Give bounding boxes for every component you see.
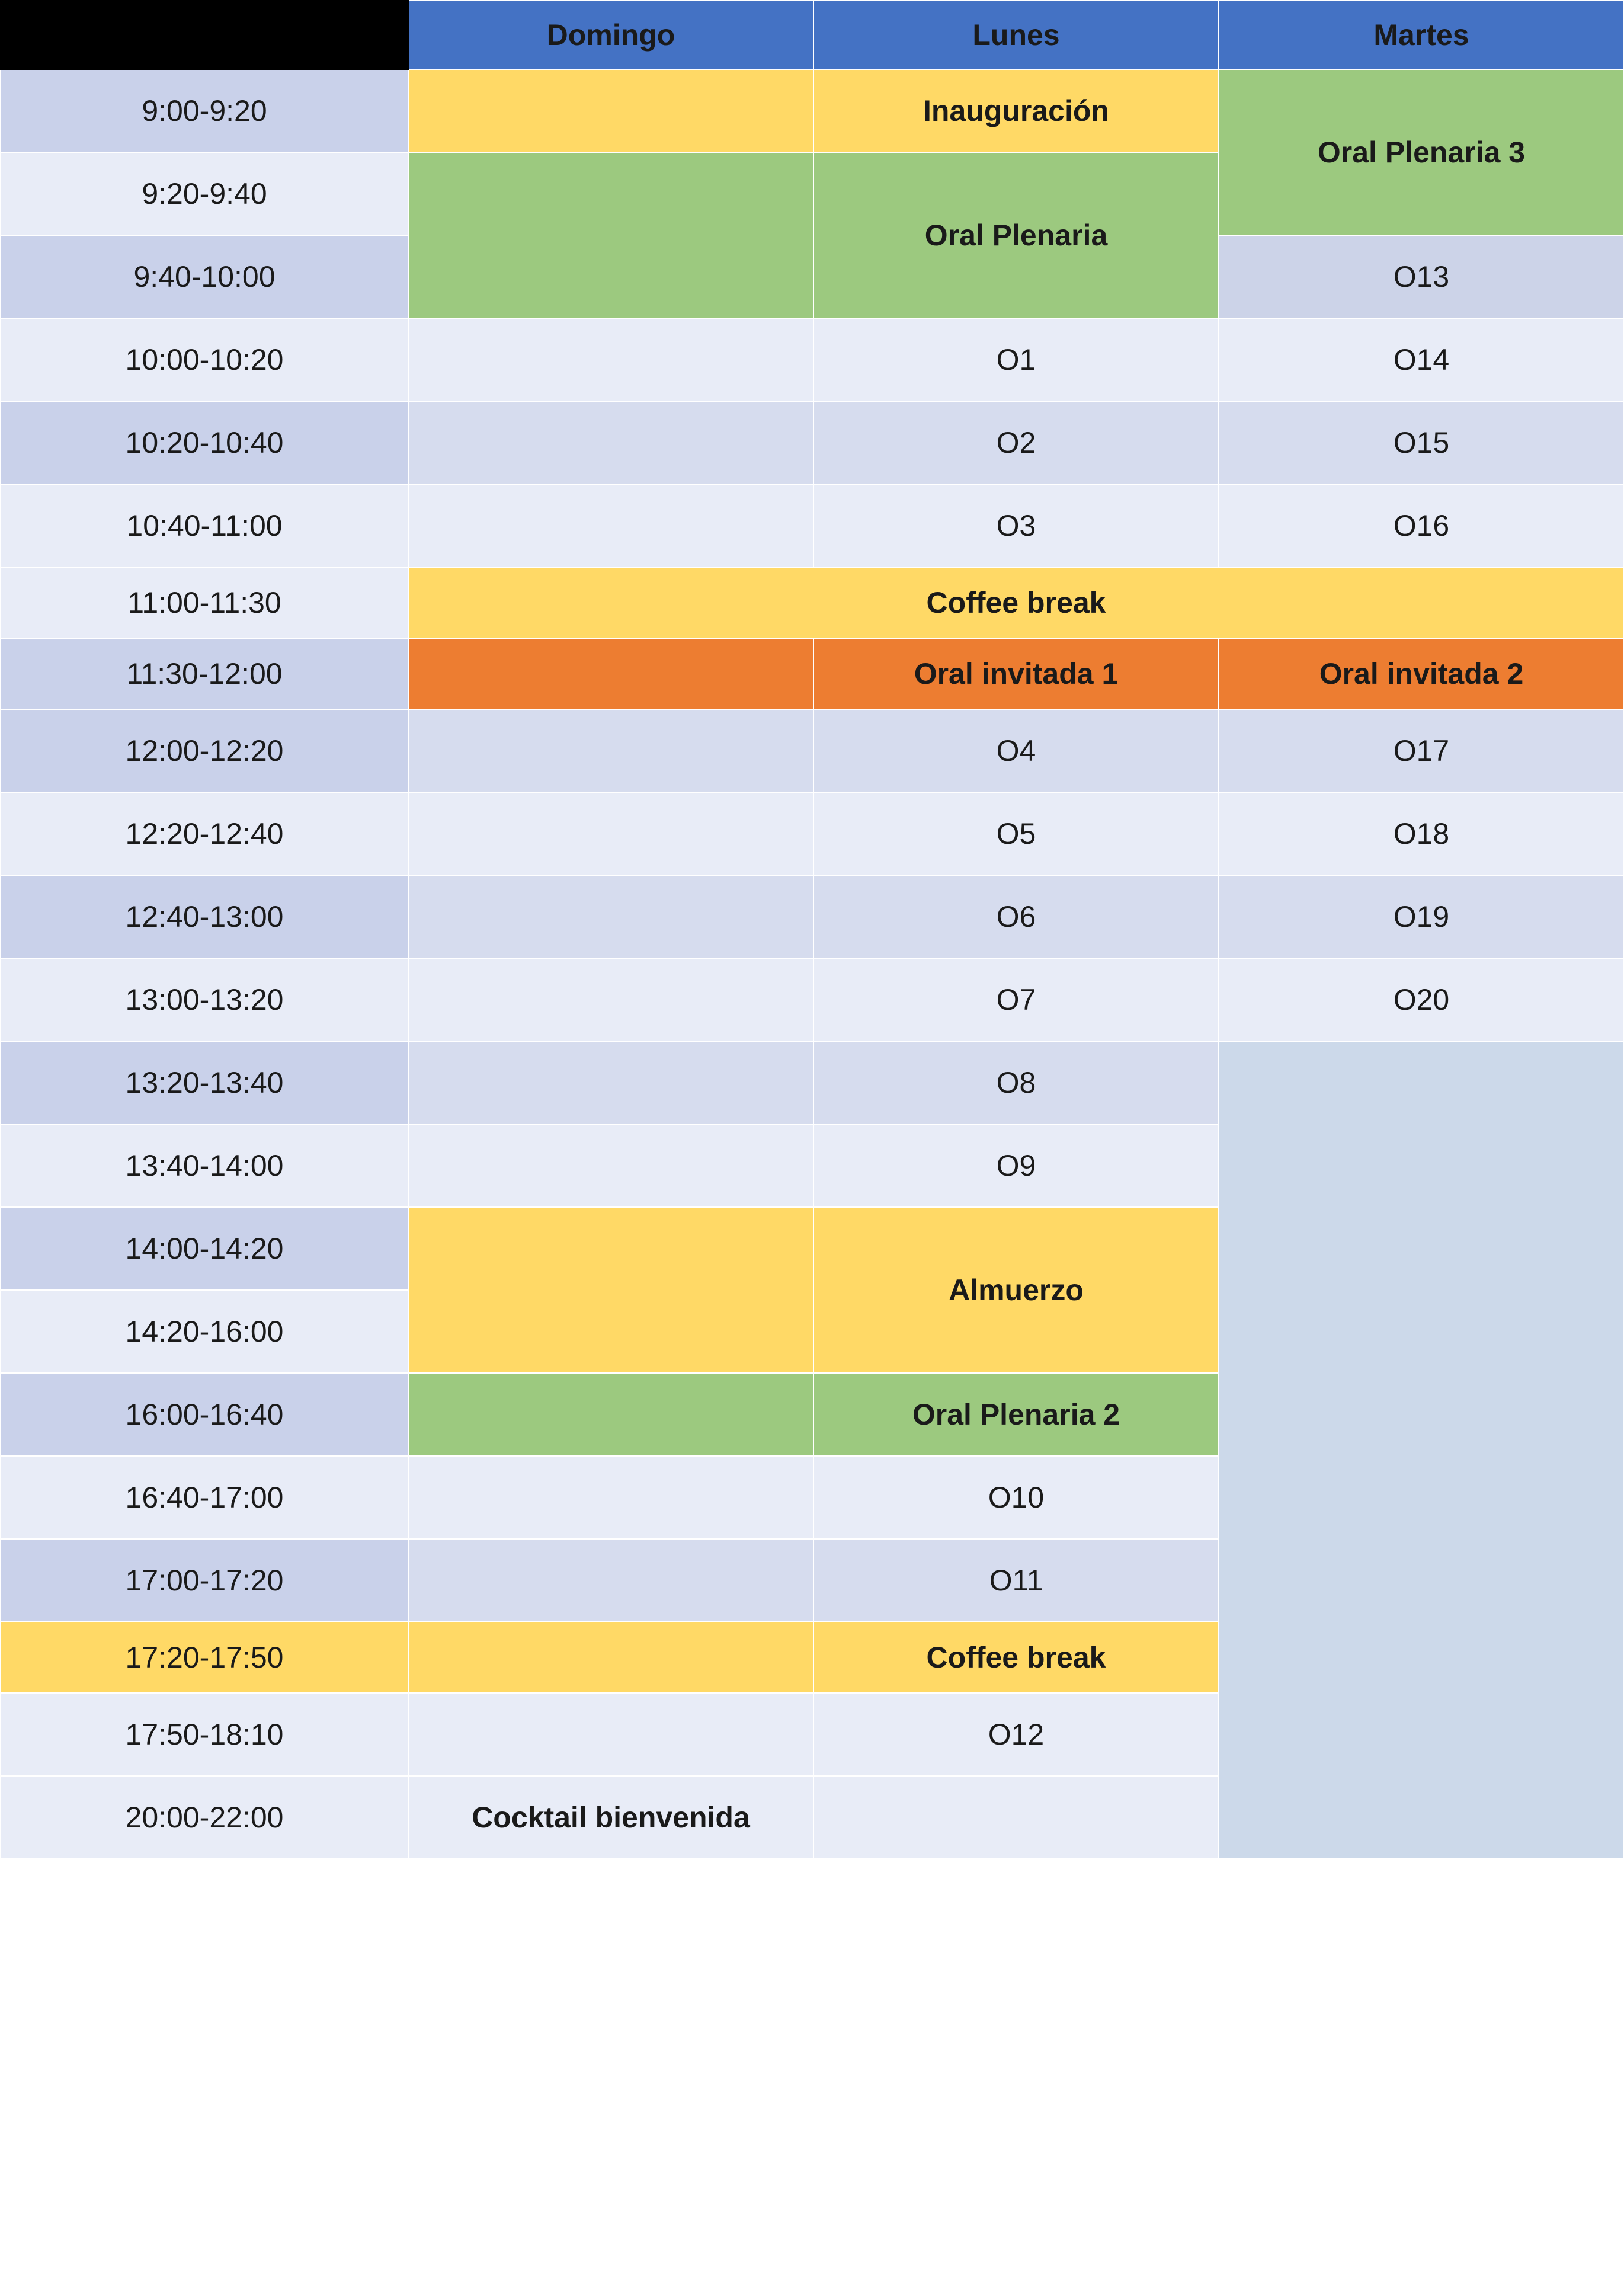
time-label: 9:20-9:40 xyxy=(1,152,408,235)
cell-martes-empty-block xyxy=(1219,1041,1624,1859)
cell-martes-oral-plenaria-3: Oral Plenaria 3 xyxy=(1219,69,1624,235)
cell-domingo-cocktail: Cocktail bienvenida xyxy=(408,1776,813,1859)
time-label: 9:00-9:20 xyxy=(1,69,408,152)
cell-lunes-o5: O5 xyxy=(813,792,1219,875)
table-row xyxy=(1,401,1624,484)
cell-domingo-almuerzo-block xyxy=(408,1207,813,1373)
cell-domingo-orange-block xyxy=(408,638,813,709)
cell-lunes-o12: O12 xyxy=(813,1693,1219,1776)
cell-lunes-inauguracion: Inauguración xyxy=(813,69,1219,152)
cell-coffee-break-1: Coffee break xyxy=(408,567,1624,638)
cell-domingo-empty xyxy=(408,1693,813,1776)
cell-domingo-empty xyxy=(408,709,813,792)
cell-martes-o17: O17 xyxy=(1219,709,1624,792)
cell-lunes-o6: O6 xyxy=(813,875,1219,958)
cell-lunes-o3: O3 xyxy=(813,484,1219,567)
time-label: 16:40-17:00 xyxy=(1,1456,408,1539)
cell-lunes-o8: O8 xyxy=(813,1041,1219,1124)
time-label: 14:20-16:00 xyxy=(1,1290,408,1373)
cell-domingo-green-block xyxy=(408,152,813,318)
cell-domingo-empty xyxy=(408,1124,813,1207)
cell-lunes-o11: O11 xyxy=(813,1539,1219,1622)
time-label: 17:50-18:10 xyxy=(1,1693,408,1776)
cell-domingo-empty xyxy=(408,792,813,875)
cell-domingo-empty xyxy=(408,1041,813,1124)
table-header xyxy=(1,1,1624,69)
cell-martes-oral-invitada-2: Oral invitada 2 xyxy=(1219,638,1624,709)
cell-martes-o16: O16 xyxy=(1219,484,1624,567)
cell-domingo-empty xyxy=(408,1456,813,1539)
time-label: 10:40-11:00 xyxy=(1,484,408,567)
cell-martes-o15: O15 xyxy=(1219,401,1624,484)
cell-domingo-green-block-2 xyxy=(408,1373,813,1456)
time-label: 9:40-10:00 xyxy=(1,235,408,318)
table-row xyxy=(1,1041,1624,1124)
table-row xyxy=(1,69,1624,152)
table-row xyxy=(1,792,1624,875)
cell-domingo-empty xyxy=(408,1539,813,1622)
cell-martes-o20: O20 xyxy=(1219,958,1624,1041)
cell-lunes-o10: O10 xyxy=(813,1456,1219,1539)
header-domingo: Domingo xyxy=(408,1,813,69)
table-row xyxy=(1,638,1624,709)
cell-lunes-o2: O2 xyxy=(813,401,1219,484)
cell-martes-o18: O18 xyxy=(1219,792,1624,875)
cell-domingo-empty xyxy=(408,401,813,484)
table-row xyxy=(1,318,1624,401)
table-body xyxy=(1,69,1624,1859)
time-label: 16:00-16:40 xyxy=(1,1373,408,1456)
time-label: 13:20-13:40 xyxy=(1,1041,408,1124)
table-row xyxy=(1,484,1624,567)
time-label: 10:00-10:20 xyxy=(1,318,408,401)
time-label: 20:00-22:00 xyxy=(1,1776,408,1859)
time-label: 17:00-17:20 xyxy=(1,1539,408,1622)
cell-lunes-o4: O4 xyxy=(813,709,1219,792)
cell-martes-o14: O14 xyxy=(1219,318,1624,401)
header-lunes: Lunes xyxy=(813,1,1219,69)
cell-domingo-inauguracion-block xyxy=(408,69,813,152)
cell-domingo-empty xyxy=(408,958,813,1041)
cell-lunes-o1: O1 xyxy=(813,318,1219,401)
table-row xyxy=(1,958,1624,1041)
time-label: 12:20-12:40 xyxy=(1,792,408,875)
cell-lunes-almuerzo: Almuerzo xyxy=(813,1207,1219,1373)
cell-lunes-oral-invitada-1: Oral invitada 1 xyxy=(813,638,1219,709)
table-row xyxy=(1,567,1624,638)
header-corner xyxy=(1,1,408,69)
time-label: 12:40-13:00 xyxy=(1,875,408,958)
table-row xyxy=(1,875,1624,958)
header-martes: Martes xyxy=(1219,1,1624,69)
cell-domingo-empty xyxy=(408,875,813,958)
cell-domingo-coffee-block xyxy=(408,1622,813,1693)
cell-domingo-empty xyxy=(408,318,813,401)
cell-domingo-empty xyxy=(408,484,813,567)
cell-lunes-o7: O7 xyxy=(813,958,1219,1041)
time-label: 12:00-12:20 xyxy=(1,709,408,792)
cell-lunes-oral-plenaria: Oral Plenaria xyxy=(813,152,1219,318)
cell-martes-o13: O13 xyxy=(1219,235,1624,318)
cell-lunes-empty xyxy=(813,1776,1219,1859)
cell-martes-o19: O19 xyxy=(1219,875,1624,958)
time-label: 11:00-11:30 xyxy=(1,567,408,638)
time-label: 13:40-14:00 xyxy=(1,1124,408,1207)
cell-lunes-oral-plenaria-2: Oral Plenaria 2 xyxy=(813,1373,1219,1456)
cell-lunes-coffee-break-2: Coffee break xyxy=(813,1622,1219,1693)
table-row xyxy=(1,709,1624,792)
time-label: 14:00-14:20 xyxy=(1,1207,408,1290)
time-label: 11:30-12:00 xyxy=(1,638,408,709)
time-label: 13:00-13:20 xyxy=(1,958,408,1041)
time-label: 17:20-17:50 xyxy=(1,1622,408,1693)
cell-lunes-o9: O9 xyxy=(813,1124,1219,1207)
time-label: 10:20-10:40 xyxy=(1,401,408,484)
